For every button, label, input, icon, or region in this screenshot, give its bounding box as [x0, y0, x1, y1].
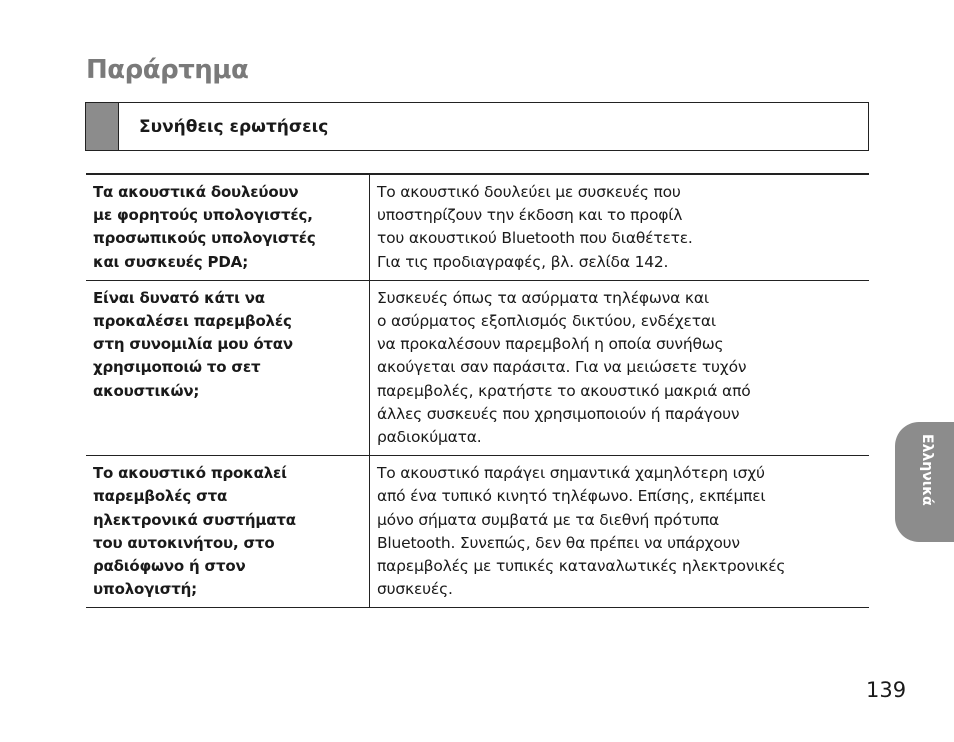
page-title: Παράρτημα	[86, 55, 249, 85]
faq-answer-line: υποστηρίζουν την έκδοση και το προφίλ	[377, 206, 683, 225]
faq-question-line: παρεμβολές στα	[93, 487, 228, 506]
faq-answer	[370, 456, 870, 608]
faq-question	[86, 174, 370, 280]
faq-answer-line: Bluetooth. Συνεπώς, δεν θα πρέπει να υπάρχουν	[377, 533, 740, 552]
faq-question	[86, 280, 370, 455]
language-tab-label: Ελληνικά	[919, 434, 935, 506]
faq-question-line: ραδιόφωνο ή στον	[93, 557, 246, 576]
faq-answer-line: ραδιοκύματα.	[377, 428, 482, 447]
faq-row	[86, 456, 869, 608]
faq-answer-line: μόνο σήματα συμβατά με τα διεθνή πρότυπα	[377, 510, 719, 529]
faq-question-line: Το ακουστικό προκαλεί	[93, 464, 287, 483]
faq-answer	[370, 174, 870, 280]
faq-question-line: χρησιμοποιώ το σετ	[93, 358, 261, 377]
faq-table	[86, 173, 869, 608]
faq-question-line: με φορητούς υπολογιστές,	[93, 206, 313, 225]
faq-answer-line: από ένα τυπικό κινητό τηλέφωνο. Επίσης, εκπέμπει	[377, 487, 766, 506]
faq-question-line: Τα ακουστικά δουλεύουν	[93, 183, 299, 201]
section-header	[85, 102, 869, 151]
faq-answer-line: Συσκευές όπως τα ασύρματα τηλέφωνα και	[377, 288, 709, 307]
faq-answer-line: άλλες συσκευές που χρησιμοποιούν ή παράγουν	[377, 404, 740, 423]
faq-question-line: στη συνομιλία μου όταν	[93, 335, 293, 354]
faq-question-line: ακουστικών;	[93, 381, 200, 400]
faq-answer-line: συσκευές.	[377, 580, 453, 599]
faq-question-line: και συσκευές PDA;	[93, 252, 249, 271]
faq-answer-line: παρεμβολές, κρατήστε το ακουστικό μακριά από	[377, 381, 751, 400]
faq-answer-line: Το ακουστικό δουλεύει με συσκευές που	[377, 183, 681, 201]
faq-answer-line: να προκαλέσουν παρεμβολή η οποία συνήθως	[377, 335, 724, 354]
section-title: Συνήθεις ερωτήσεις	[139, 116, 329, 137]
faq-question	[86, 456, 370, 608]
faq-row	[86, 174, 869, 280]
faq-question-line: ηλεκτρονικά συστήματα	[93, 510, 296, 529]
faq-row	[86, 280, 869, 455]
faq-answer-line: Το ακουστικό παράγει σημαντικά χαμηλότερη ισχύ	[377, 464, 765, 483]
faq-question-line: υπολογιστή;	[93, 580, 197, 599]
faq-question-line: Είναι δυνατό κάτι να	[93, 288, 265, 307]
faq-question-line: προσωπικούς υπολογιστές	[93, 229, 316, 248]
page-number: 139	[866, 678, 907, 702]
section-marker	[86, 103, 119, 150]
faq-answer-line: Για τις προδιαγραφές, βλ. σελίδα 142.	[377, 252, 669, 271]
faq-answer-line: ακούγεται σαν παράσιτα. Για να μειώσετε τυχόν	[377, 358, 747, 377]
faq-question-line: του αυτοκινήτου, στο	[93, 533, 275, 552]
faq-answer-line: του ακουστικού Bluetooth που διαθέτετε.	[377, 229, 693, 248]
faq-answer-line: παρεμβολές με τυπικές καταναλωτικές ηλεκτρονικές	[377, 557, 786, 576]
faq-answer	[370, 280, 870, 455]
faq-answer-line: ο ασύρματος εξοπλισμός δικτύου, ενδέχεται	[377, 312, 716, 331]
faq-question-line: προκαλέσει παρεμβολές	[93, 312, 292, 331]
